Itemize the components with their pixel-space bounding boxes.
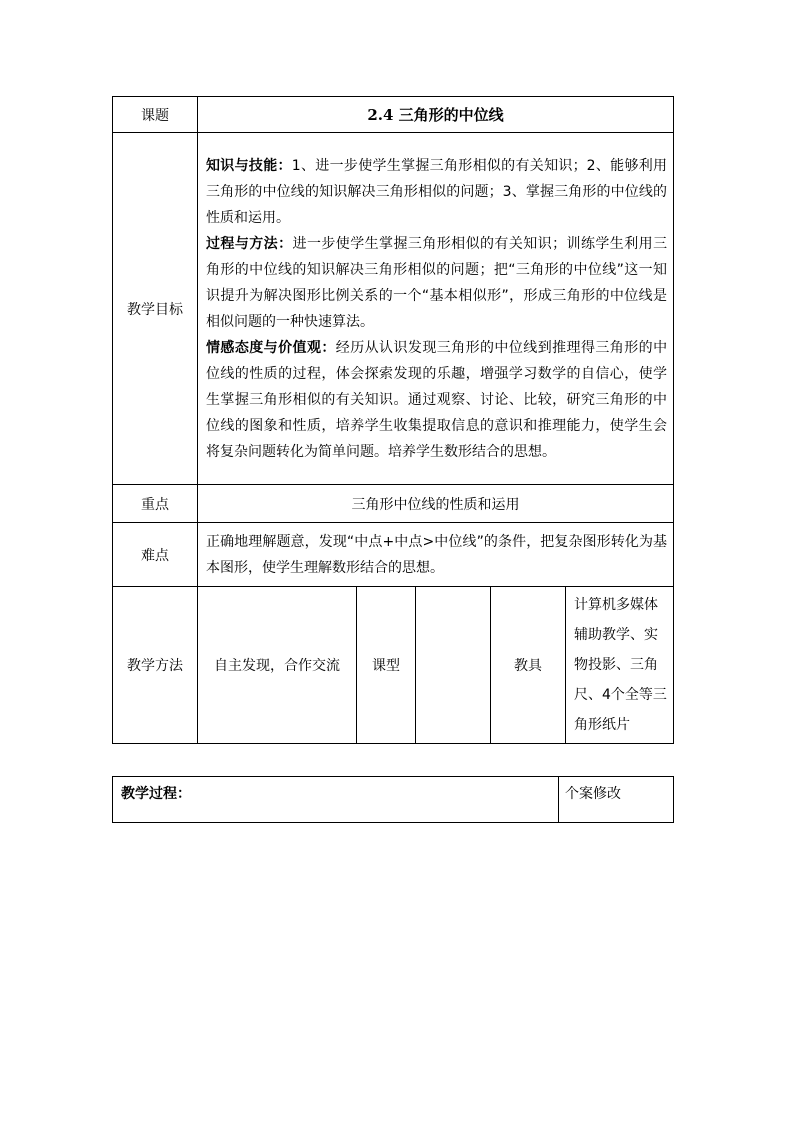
method-row <box>113 587 674 744</box>
topic-label: 课题 <box>113 97 198 133</box>
process-row <box>113 777 674 823</box>
note-label: 个案修改 <box>559 777 674 823</box>
difficulty-row <box>113 523 674 587</box>
emotion-text: 经历从认识发现三角形的中位线到推理得三角形的中位线的性质的过程，体会探索发现的乐趣，增强学习数学的自信心，使学生掌握三角形相似的有关知识。通过观察、讨论、比较，研究三角形的中位线的图象和性质，培养学生收集提取信息的意识和推理能力，使学生会将复杂问题转化为简单问题。培养学生数形结合的思想。 <box>206 339 668 460</box>
key-label: 重点 <box>113 485 198 523</box>
topic-title: 2.4 三角形的中位线 <box>198 97 674 133</box>
knowledge-paragraph <box>206 153 667 231</box>
objectives-row <box>113 133 674 485</box>
tools-label: 教具 <box>491 587 566 744</box>
emotion-paragraph <box>206 335 667 465</box>
process-paragraph <box>206 231 667 335</box>
tools-text: 计算机多媒体辅助教学、实物投影、三角尺、4个全等三角形纸片 <box>566 587 674 744</box>
knowledge-text: 1、进一步使学生掌握三角形相似的有关知识；2、能够利用三角形的中位线的知识解决三角形相似的问题；3、掌握三角形的中位线的性质和运用。 <box>206 157 668 226</box>
lesson-plan-table <box>112 96 674 744</box>
topic-row <box>113 97 674 133</box>
objectives-label: 教学目标 <box>113 133 198 485</box>
lesson-type-label: 课型 <box>357 587 416 744</box>
key-row <box>113 485 674 523</box>
method-text: 自主发现，合作交流 <box>198 587 357 744</box>
difficulty-label: 难点 <box>113 523 198 587</box>
objectives-cell <box>198 133 674 485</box>
teaching-process-table <box>112 776 674 823</box>
process-text: 进一步使学生掌握三角形相似的有关知识；训练学生利用三角形的中位线的知识解决三角形相似的问题；把“三角形的中位线”这一知识提升为解决图形比例关系的一个“基本相似形”，形成三角形的中位线是相似问题的一种快速算法。 <box>206 235 668 330</box>
process-heading: 过程与方法： <box>206 235 293 252</box>
knowledge-heading: 知识与技能： <box>206 157 292 174</box>
difficulty-text: 正确地理解题意，发现“中点+中点>中位线”的条件，把复杂图形转化为基本图形，使学生理解数形结合的思想。 <box>198 523 674 587</box>
emotion-heading: 情感态度与价值观： <box>206 339 336 356</box>
process-label: 教学过程： <box>113 777 559 823</box>
method-label: 教学方法 <box>113 587 198 744</box>
lesson-type-value <box>416 587 491 744</box>
key-text: 三角形中位线的性质和运用 <box>198 485 674 523</box>
